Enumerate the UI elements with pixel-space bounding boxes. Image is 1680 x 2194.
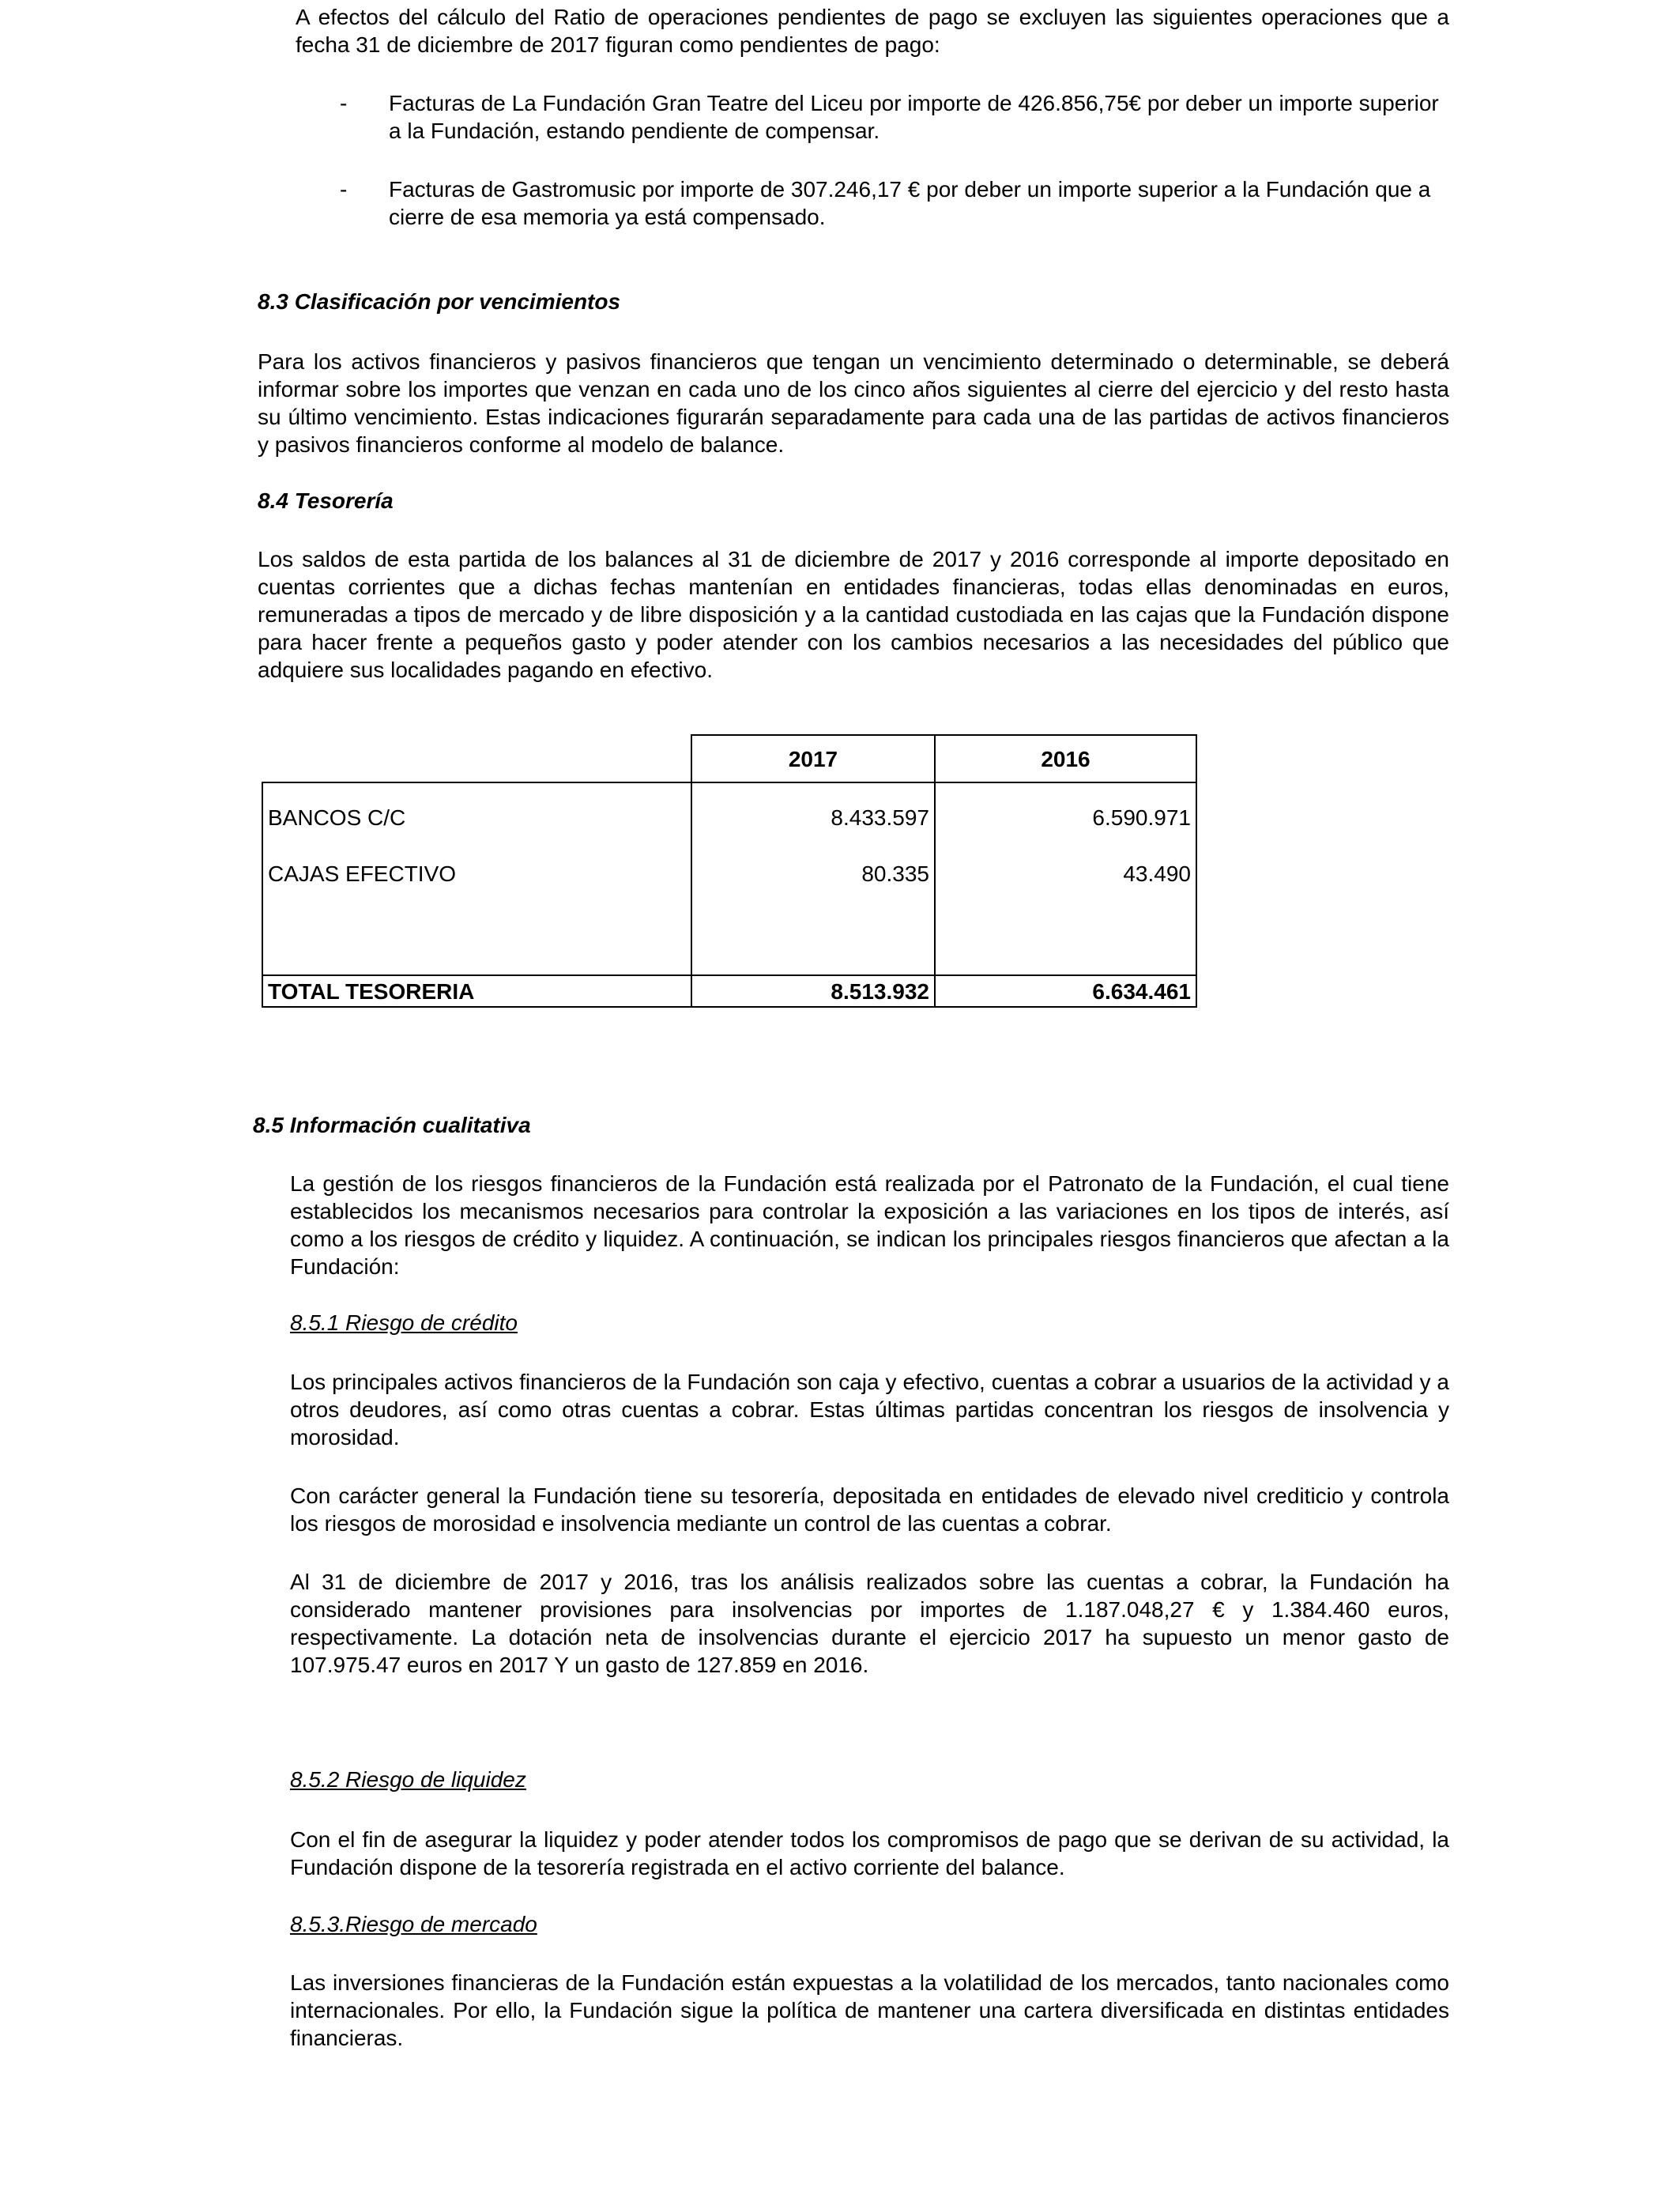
row-label: CAJAS EFECTIVO — [268, 861, 457, 886]
paragraph-8-5-1-a: Los principales activos financieros de la Fundación son caja y efectivo, cuentas a cobrar a usuarios de la actividad y a otros deudores, así como otras cuentas a cobrar. Estas últimas partidas concentran los riesgos de insolvencia y morosidad. — [290, 1370, 1449, 1449]
paragraph-8-5-3: Las inversiones financieras de la Fundación están expuestas a la volatilidad de los mercados, tanto nacionales como internacionales. Por ello, la Fundación sigue la política de mantener una cartera diversificada en distintas entidades financieras. — [290, 1970, 1449, 2050]
row-value-2017: 8.433.597 — [831, 805, 929, 830]
section-heading-8-4: 8.4 Tesorería — [258, 488, 394, 513]
row-value-2016: 6.590.971 — [1092, 805, 1191, 830]
row-value-2016: 43.490 — [1123, 861, 1191, 886]
tesoreria-table — [262, 734, 1197, 1008]
bullet-item — [340, 175, 1449, 231]
section-heading-8-5: 8.5 Información cualitativa — [253, 1113, 531, 1137]
table-2017-column — [691, 782, 935, 975]
table-header-blank — [262, 735, 691, 782]
bullet-item — [340, 89, 1449, 145]
total-value-2016: 6.634.461 — [935, 975, 1196, 1007]
intro-paragraph: A efectos del cálculo del Ratio de operaciones pendientes de pago se excluyen las siguientes operaciones que a fecha 31 de diciembre de 2017 figuran como pendientes de pago: — [296, 5, 1449, 57]
table-2016-column — [935, 782, 1196, 975]
subsection-heading-8-5-3: 8.5.3.Riesgo de mercado — [290, 1912, 537, 1936]
paragraph-8-5: La gestión de los riesgos financieros de la Fundación está realizada por el Patronato de la Fundación, el cual tiene establecidos los mecanismos necesarios para controlar la exposición a las variaciones en los tipos de interés, así como a los riesgos de crédito y liquidez. A continuación, se indican los principales riesgos financieros que afectan a la Fundación: — [290, 1171, 1449, 1279]
paragraph-8-5-1-b: Con carácter general la Fundación tiene su tesorería, depositada en entidades de elevado nivel crediticio y controla los riesgos de morosidad e insolvencia mediante un control de las cuentas a cobrar. — [290, 1483, 1449, 1536]
subsection-heading-8-5-1: 8.5.1 Riesgo de crédito — [290, 1310, 518, 1335]
total-label: TOTAL TESORERIA — [262, 975, 691, 1007]
bullet-dash: - — [340, 177, 348, 202]
paragraph-8-3: Para los activos financieros y pasivos financieros que tengan un vencimiento determinado o determinable, se deberá informar sobre los importes que venzan en cada uno de los cinco años siguientes al cierre del ejercicio y del resto hasta su último vencimiento. Estas indicaciones figurarán separadamente para cada una de las partidas de activos financieros y pasivos financieros conforme al modelo de balance. — [258, 349, 1449, 457]
bullet-dash: - — [340, 91, 348, 115]
table-header-row — [262, 735, 1196, 782]
table-header-2016: 2016 — [935, 735, 1196, 782]
paragraph-8-4: Los saldos de esta partida de los balances al 31 de diciembre de 2017 y 2016 corresponde al importe depositado en cuentas corrientes que a dichas fechas mantenían en entidades financieras, todas ellas denominadas en euros, remuneradas a tipos de mercado y de libre disposición y a la cantidad custodiada en las cajas que la Fundación dispone para hacer frente a pequeños gasto y poder atender con los cambios necesarios a las necesidades del público que adquiere sus localidades pagando en efectivo. — [258, 547, 1449, 682]
table-header-2017: 2017 — [691, 735, 935, 782]
bullet-text: Facturas de Gastromusic por importe de 307.246,17 € por deber un importe superior a la Fundación que a cierre de esa memoria ya está compensado. — [389, 177, 1431, 229]
table-label-column — [262, 782, 691, 975]
section-heading-8-3: 8.3 Clasificación por vencimientos — [258, 289, 621, 314]
subsection-heading-8-5-2: 8.5.2 Riesgo de liquidez — [290, 1767, 526, 1792]
row-label: BANCOS C/C — [268, 805, 406, 830]
paragraph-8-5-2: Con el fin de asegurar la liquidez y poder atender todos los compromisos de pago que se derivan de su actividad, la Fundación dispone de la tesorería registrada en el activo corriente del balance. — [290, 1827, 1449, 1879]
row-value-2017: 80.335 — [861, 861, 929, 886]
table-total-row — [262, 975, 1196, 1007]
table-body-row — [262, 782, 1196, 975]
paragraph-8-5-1-c: Al 31 de diciembre de 2017 y 2016, tras los análisis realizados sobre las cuentas a cobrar, la Fundación ha considerado mantener provisiones para insolvencias por importes de 1.187.048,27 € y 1.384.460 euros, respectivamente. La dotación neta de insolvencias durante el ejercicio 2017 ha supuesto un menor gasto de 107.975.47 euros en 2017 Y un gasto de 127.859 en 2016. — [290, 1570, 1449, 1677]
total-value-2017: 8.513.932 — [691, 975, 935, 1007]
bullet-text: Facturas de La Fundación Gran Teatre del Liceu por importe de 426.856,75€ por deber un importe superior a la Fundación, estando pendiente de compensar. — [389, 91, 1439, 143]
